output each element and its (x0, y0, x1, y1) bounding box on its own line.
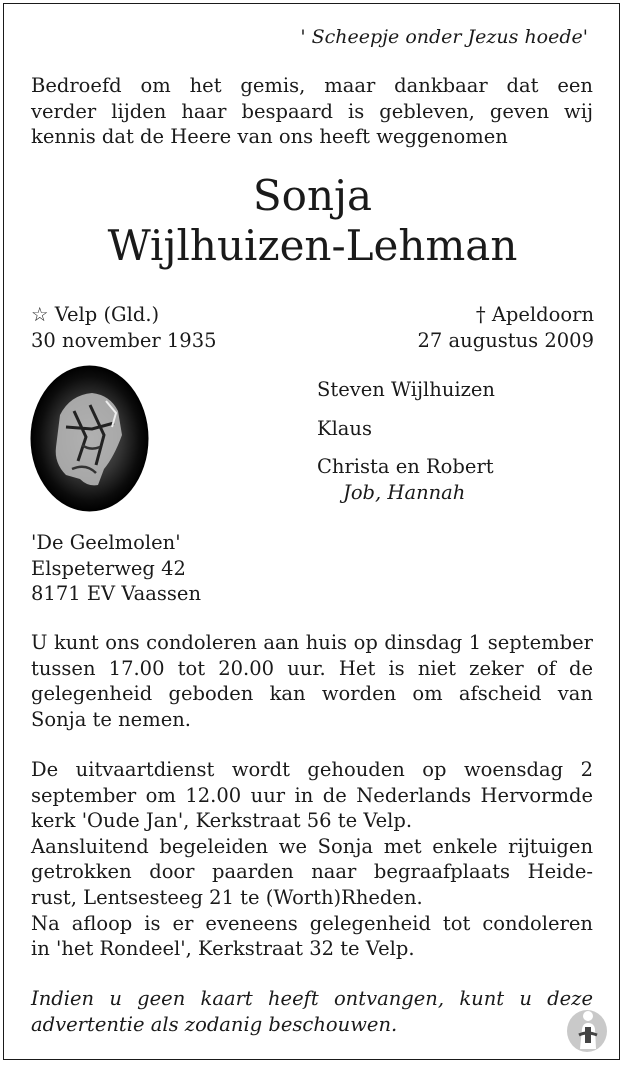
cross-icon: † (475, 303, 486, 326)
family-member: Klaus (317, 417, 372, 440)
deceased-first-name: Sonja (252, 171, 373, 220)
service-line: Aansluitend begeleiden we Sonja met enkele rijtuigen (31, 834, 593, 858)
death-place-text: Apeldoorn (491, 303, 594, 326)
memorial-logo-icon (565, 1005, 609, 1053)
deceased-surname: Wijlhuizen-Lehman (107, 221, 518, 270)
birth-place-text: Velp (Gld.) (54, 303, 160, 326)
service-line: kerk 'Oude Jan', Kerkstraat 56 te Velp. (31, 809, 413, 833)
birth-place (31, 302, 159, 328)
service-line: De uitvaartdienst wordt gehouden op woensdag 2 (31, 758, 593, 781)
intro-line: verder lijden haar bespaard is gebleven, geven wij (31, 99, 593, 123)
birth-date: 30 november 1935 (31, 328, 217, 352)
intro-line: kennis dat de Heere van ons heeft weggenomen (31, 125, 508, 149)
condolence-line: gelegenheid geboden kan worden om afscheid van (31, 682, 593, 706)
address-line: 'De Geelmolen' (31, 531, 181, 554)
intro-line: Bedroefd om het gemis, maar dankbaar dat een (31, 74, 593, 97)
portrait-photo (30, 365, 149, 512)
condolence-line: tussen 17.00 tot 20.00 uur. Het is niet zeker of de (31, 656, 593, 680)
star-icon: ☆ (31, 303, 49, 326)
address-line: 8171 EV Vaassen (31, 582, 201, 606)
motto: ' Scheepje onder Jezus hoede' (300, 26, 588, 48)
service-line: september om 12.00 uur in de Nederlands Hervormde (31, 783, 593, 807)
service-line: rust, Lentsesteeg 21 te (Worth)Rheden. (31, 886, 423, 909)
death-place (476, 302, 594, 328)
closing-line: Indien u geen kaart heeft ontvangen, kunt u deze (31, 987, 593, 1010)
service-line: Na afloop is er eveneens gelegenheid tot condoleren (31, 911, 593, 935)
death-date: 27 augustus 2009 (417, 328, 594, 352)
address-line: Elspeterweg 42 (31, 556, 186, 580)
condolence-line: Sonja te nemen. (31, 707, 191, 731)
service-line: in 'het Rondeel', Kerkstraat 32 te Velp. (31, 937, 415, 961)
condolence-line: U kunt ons condoleren aan huis op dinsdag 1 september (31, 631, 593, 654)
closing-line: advertentie als zodanig beschouwen. (31, 1012, 398, 1036)
family-member: Christa en Robert (317, 455, 494, 478)
grandchildren: Job, Hannah (343, 480, 466, 504)
service-line: getrokken door paarden naar begraafplaats Heide- (31, 860, 593, 884)
family-member: Steven Wijlhuizen (317, 378, 495, 401)
